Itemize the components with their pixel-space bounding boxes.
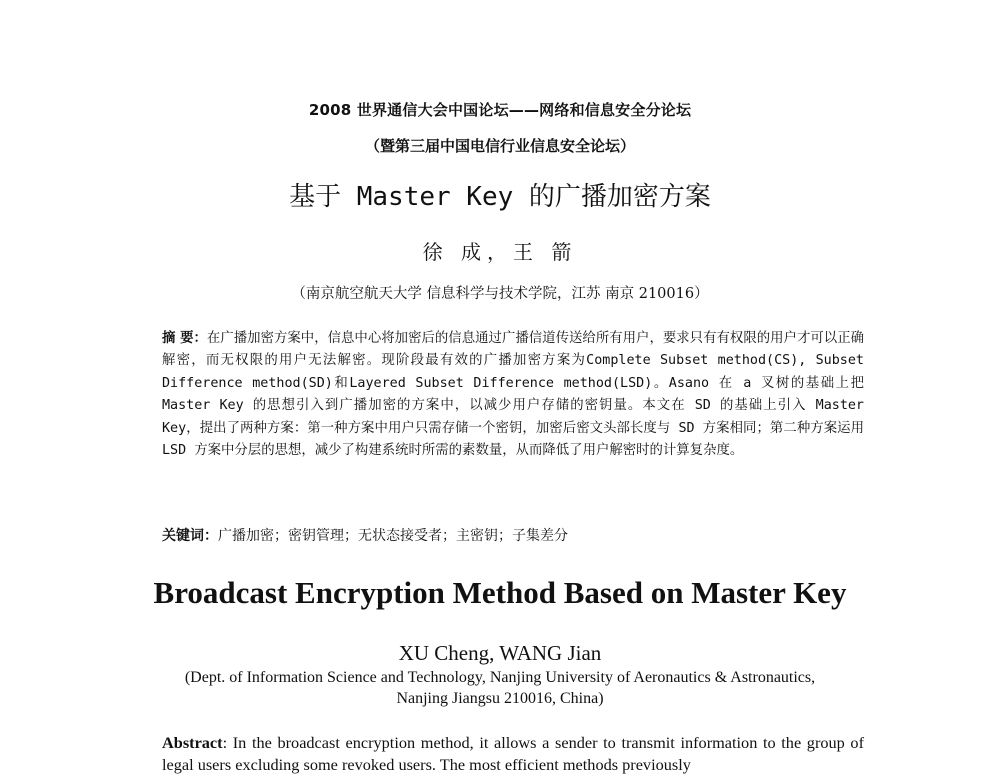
conference-subtitle: （暨第三届中国电信行业信息安全论坛） (364, 137, 635, 155)
affiliation-chinese: （南京航空航天大学 信息科学与技术学院，江苏 南京 210016） (291, 286, 709, 302)
abstract-english-text: : In the broadcast encryption method, it allows a sender to transmit information to the group of legal users excluding some revoked users. The most efficient methods previously (162, 733, 864, 774)
abstract-chinese-text: 在广播加密方案中，信息中心将加密后的信息通过广播信道传送给所有用户，要求只有有权限的用户才可以正确解密，而无权限的用户无法解密。现阶段最有效的广播加密方案为Complete Subset method(CS), Subset Difference method(SD)和Layered Subset Difference method(LSD)。Asano 在 a 叉树的基础上把 Master Key 的思想引入到广播加密的方案中，以减少用户存储的密钥量。本文在 SD 的基础上引入 Master Key，提出了两种方案：第一种方案中用户只需存储一个密钥，加密后密文头部长度与 SD 方案相同；第二种方案运用 LSD 方案中分层的思想，减少了构建系统时所需的素数量，从而降低了用户解密时的计算复杂度。 (162, 331, 864, 459)
abstract-english-label: Abstract (162, 733, 223, 752)
conference-name: 2008 世界通信大会中国论坛——网络和信息安全分论坛 (308, 101, 692, 119)
authors-english: XU Cheng, WANG Jian (398, 641, 602, 665)
keywords-chinese (162, 525, 568, 545)
abstract-chinese (162, 328, 864, 462)
affiliation-english-line2: Nanjing Jiangsu 210016, China) (396, 690, 604, 707)
paper-title-chinese: 基于 Master Key 的广播加密方案 (289, 182, 711, 212)
abstract-english (162, 732, 864, 776)
abstract-chinese-label: 摘 要： (162, 331, 207, 346)
affiliation-english-line1: (Dept. of Information Science and Technology, Nanjing University of Aeronautics & Astronautics, (184, 669, 816, 686)
keywords-chinese-label: 关键词： (162, 528, 218, 544)
keywords-chinese-text: 广播加密；密钥管理；无状态接受者；主密钥；子集差分 (218, 528, 568, 544)
authors-chinese: 徐 成，王 箭 (422, 240, 578, 264)
paper-title-english: Broadcast Encryption Method Based on Master Key (153, 575, 847, 610)
